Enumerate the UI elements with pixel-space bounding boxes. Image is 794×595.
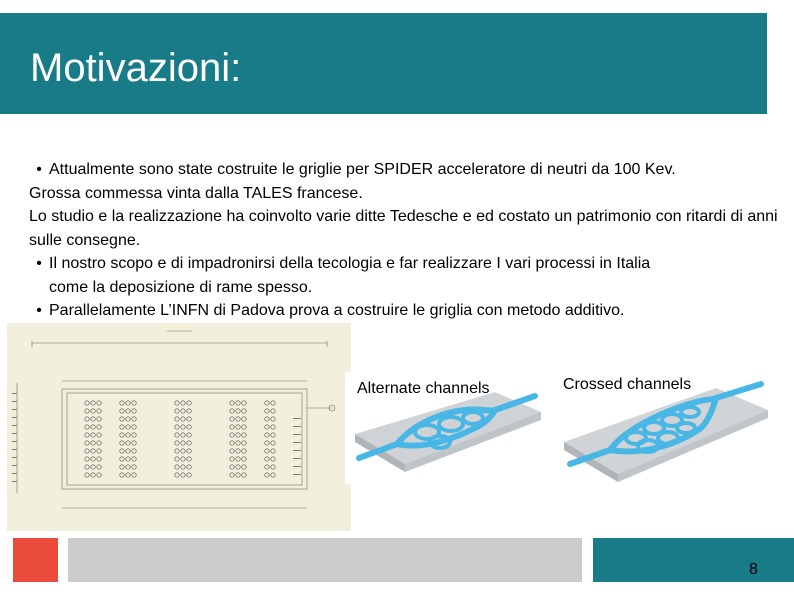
grid-technical-drawing [7, 323, 351, 531]
paragraph [29, 205, 779, 252]
paragraph-text: Parallelamente L’INFN di Padova prova a costruire le griglia con metodo additivo. [49, 302, 625, 319]
bullet-paragraph [29, 252, 779, 276]
paragraph-continuation [29, 276, 779, 300]
grid-drawing-svg [7, 323, 351, 531]
bullet-paragraph [29, 158, 779, 182]
footer-red-square [13, 538, 58, 582]
crossed-channels-caption: Crossed channels [563, 376, 692, 393]
footer-grey-bar [68, 538, 582, 582]
bullet-paragraph [29, 299, 779, 323]
paragraph-text: Grossa commessa vinta dalla TALES francese. [29, 184, 363, 202]
page-number: 8 [749, 561, 758, 578]
paragraph-text: come la deposizione di rame spesso. [49, 278, 313, 296]
paragraph [29, 182, 779, 206]
paragraph-text: Attualmente sono state costruite le griglie per SPIDER acceleratore di neutri da 100 Kev. [49, 161, 676, 178]
slide-title: Motivazioni: [30, 46, 242, 90]
paragraph-text: Lo studio e la realizzazione ha coinvolto varie ditte Tedesche e ed costato un patrimonio con ritardi di anni sulle consegne. [29, 208, 778, 249]
footer-teal-box [593, 538, 794, 582]
alternate-channels-caption: Alternate channels [357, 380, 490, 397]
slide-body [29, 158, 779, 323]
paragraph-text: Il nostro scopo e di impadronirsi della tecologia e far realizzare I vari processi in Italia [49, 255, 651, 272]
